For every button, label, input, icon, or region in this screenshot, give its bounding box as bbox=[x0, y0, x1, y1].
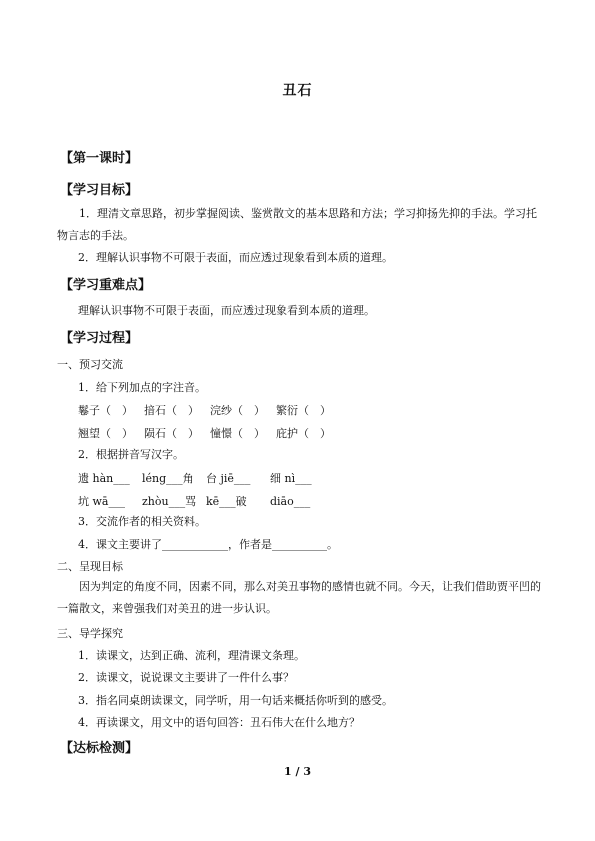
pinyin-item: 憧憬（ ） bbox=[210, 427, 265, 440]
pinyin-item: 鬈子（ ） bbox=[78, 404, 133, 417]
section-lesson: 【第一课时】 bbox=[60, 151, 139, 166]
section-check: 【达标检测】 bbox=[60, 741, 139, 756]
part3-q3: 3．指名同桌朗读课文，同学听，用一句话来概括你听到的感受。 bbox=[78, 694, 393, 707]
pinyin-item: 浣纱（ ） bbox=[210, 404, 265, 417]
section-process: 【学习过程】 bbox=[60, 331, 139, 346]
goal-item-2: 2．理解认识事物不可限于表面，而应透过现象看到本质的道理。 bbox=[78, 251, 393, 264]
part3-q4: 4．再读课文，用文中的语句回答：丑石伟大在什么地方？ bbox=[78, 716, 360, 729]
hanzi-item: léng___角 bbox=[142, 472, 194, 485]
part1-heading: 一、预习交流 bbox=[57, 358, 123, 371]
hanzi-item: 遗 hàn___ bbox=[78, 472, 130, 485]
goal-item-1: 1．理清文章思路，初步掌握阅读、鉴赏散文的基本思路和方法；学习抑扬先抑的手法。学习托物言志的手法。 bbox=[57, 207, 537, 242]
part1-q2: 2．根据拼音写汉字。 bbox=[78, 448, 184, 461]
hanzi-row-1 bbox=[78, 470, 334, 486]
pinyin-row-2 bbox=[78, 425, 342, 441]
pinyin-item: 庇护（ ） bbox=[276, 427, 331, 440]
part3-q1: 1．读课文，达到正确、流利，理清课文条理。 bbox=[78, 649, 305, 662]
part1-q4: 4．课文主要讲了____________，作者是__________。 bbox=[78, 538, 338, 551]
pinyin-item: 翘望（ ） bbox=[78, 427, 133, 440]
pinyin-row-1 bbox=[78, 402, 342, 418]
hanzi-item: 台 jiē___ bbox=[206, 472, 251, 485]
page-number: 1 / 3 bbox=[284, 765, 311, 778]
hanzi-item: zhòu___骂 bbox=[142, 495, 197, 508]
key-points-text: 理解认识事物不可限于表面，而应透过现象看到本质的道理。 bbox=[78, 304, 375, 317]
part2-heading: 二、呈现目标 bbox=[57, 560, 123, 573]
hanzi-item: 坑 wā___ bbox=[78, 495, 125, 508]
section-goals: 【学习目标】 bbox=[60, 183, 139, 198]
pinyin-item: 繁衍（ ） bbox=[276, 404, 331, 417]
hanzi-item: 细 nì___ bbox=[270, 472, 312, 485]
page-title: 丑石 bbox=[282, 83, 313, 99]
section-key-points: 【学习重难点】 bbox=[60, 278, 152, 293]
part3-heading: 三、导学探究 bbox=[57, 627, 123, 640]
part1-q1: 1．给下列加点的字注音。 bbox=[78, 381, 206, 394]
part3-q2: 2．读课文，说说课文主要讲了一件什么事？ bbox=[78, 671, 294, 684]
hanzi-row-2 bbox=[78, 493, 334, 509]
pinyin-item: 揞石（ ） bbox=[144, 404, 199, 417]
hanzi-item: diāo___ bbox=[270, 495, 311, 508]
pinyin-item: 陨石（ ） bbox=[144, 427, 199, 440]
part2-text: 因为判定的角度不同，因素不同，那么对美丑事物的感情也就不同。今天，让我们借助贾平凹的一篇散文，来曾强我们对美丑的进一步认识。 bbox=[57, 580, 541, 615]
hanzi-item: kē___破 bbox=[206, 495, 247, 508]
part1-q3: 3．交流作者的相关资料。 bbox=[78, 515, 206, 528]
